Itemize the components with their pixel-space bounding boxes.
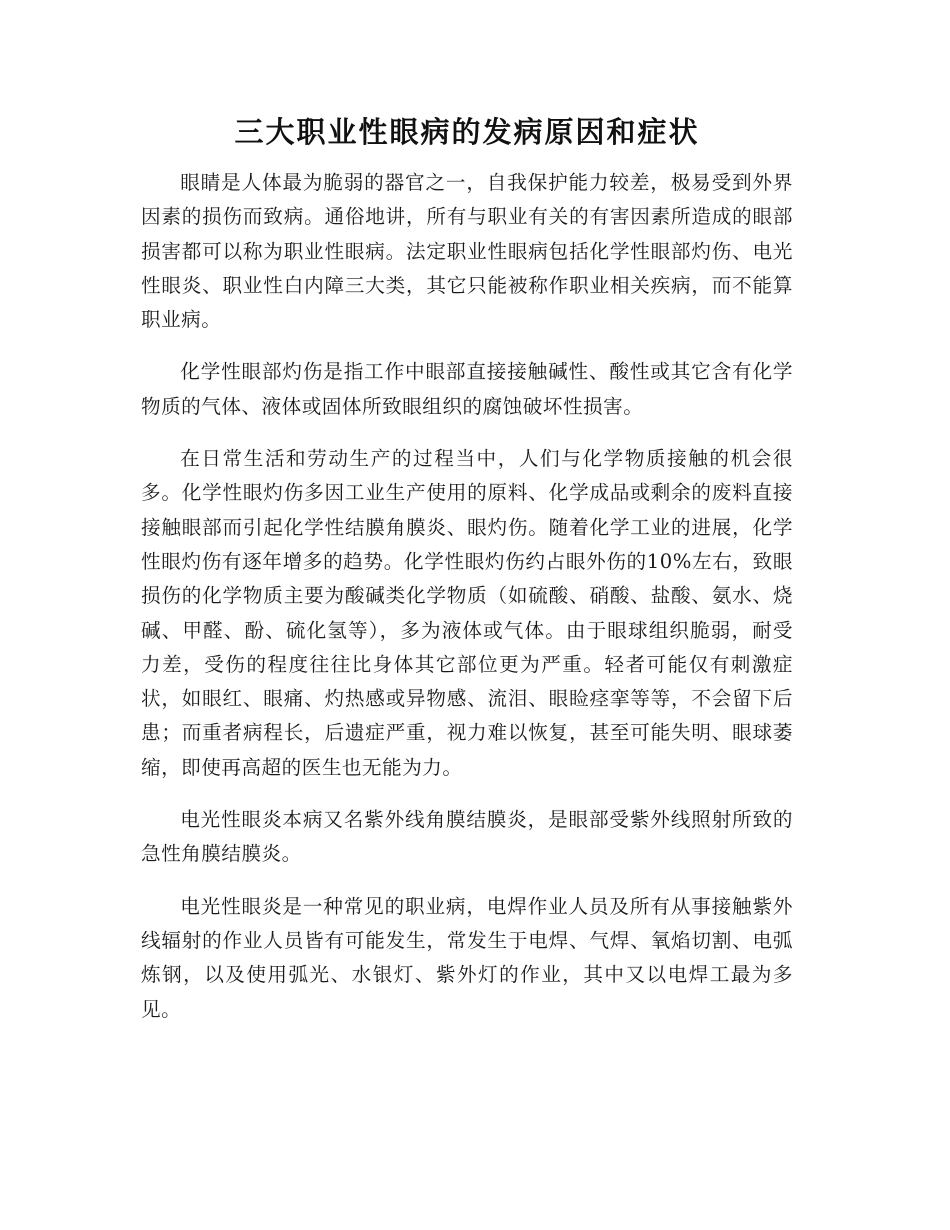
paragraph-chemical-burn-definition: 化学性眼部灼伤是指工作中眼部直接接触碱性、酸性或其它含有化学物质的气体、液体或固体所致眼组织的腐蚀破坏性损害。	[141, 360, 793, 418]
document-body	[141, 112, 793, 1045]
paragraph-chemical-burn-details: 在日常生活和劳动生产的过程当中，人们与化学物质接触的机会很多。化学性眼灼伤多因工业生产使用的原料、化学成品或剩余的废料直接接触眼部而引起化学性结膜角膜炎、眼灼伤。随着化学工业的进展，化学性眼灼伤有逐年增多的趋势。化学性眼灼伤约占眼外伤的10%左右，致眼损伤的化学物质主要为酸碱类化学物质（如硫酸、硝酸、盐酸、氨水、烧碱、甲醛、酚、硫化氢等），多为液体或气体。由于眼球组织脆弱，耐受力差，受伤的程度往往比身体其它部位更为严重。轻者可能仅有刺激症状，如眼红、眼痛、灼热感或异物感、流泪、眼睑痉挛等等，不会留下后患；而重者病程长，后遗症严重，视力难以恢复，甚至可能失明、眼球萎缩，即使再高超的医生也无能为力。	[141, 447, 793, 779]
paragraph-electro-ophthalmia-definition: 电光性眼炎本病又名紫外线角膜结膜炎，是眼部受紫外线照射所致的急性角膜结膜炎。	[141, 808, 793, 866]
paragraph-intro: 眼睛是人体最为脆弱的器官之一，自我保护能力较差，极易受到外界因素的损伤而致病。通俗地讲，所有与职业有关的有害因素所造成的眼部损害都可以称为职业性眼病。法定职业性眼病包括化学性眼部灼伤、电光性眼炎、职业性白内障三大类，其它只能被称作职业相关疾病，而不能算职业病。	[141, 171, 793, 332]
paragraph-electro-ophthalmia-details: 电光性眼炎是一种常见的职业病，电焊作业人员及所有从事接触紫外线辐射的作业人员皆有可能发生，常发生于电焊、气焊、氧焰切割、电弧炼钢，以及使用弧光、水银灯、紫外灯的作业，其中又以电焊工最为多见。	[141, 894, 793, 1021]
document-title: 三大职业性眼病的发病原因和症状	[234, 115, 700, 149]
